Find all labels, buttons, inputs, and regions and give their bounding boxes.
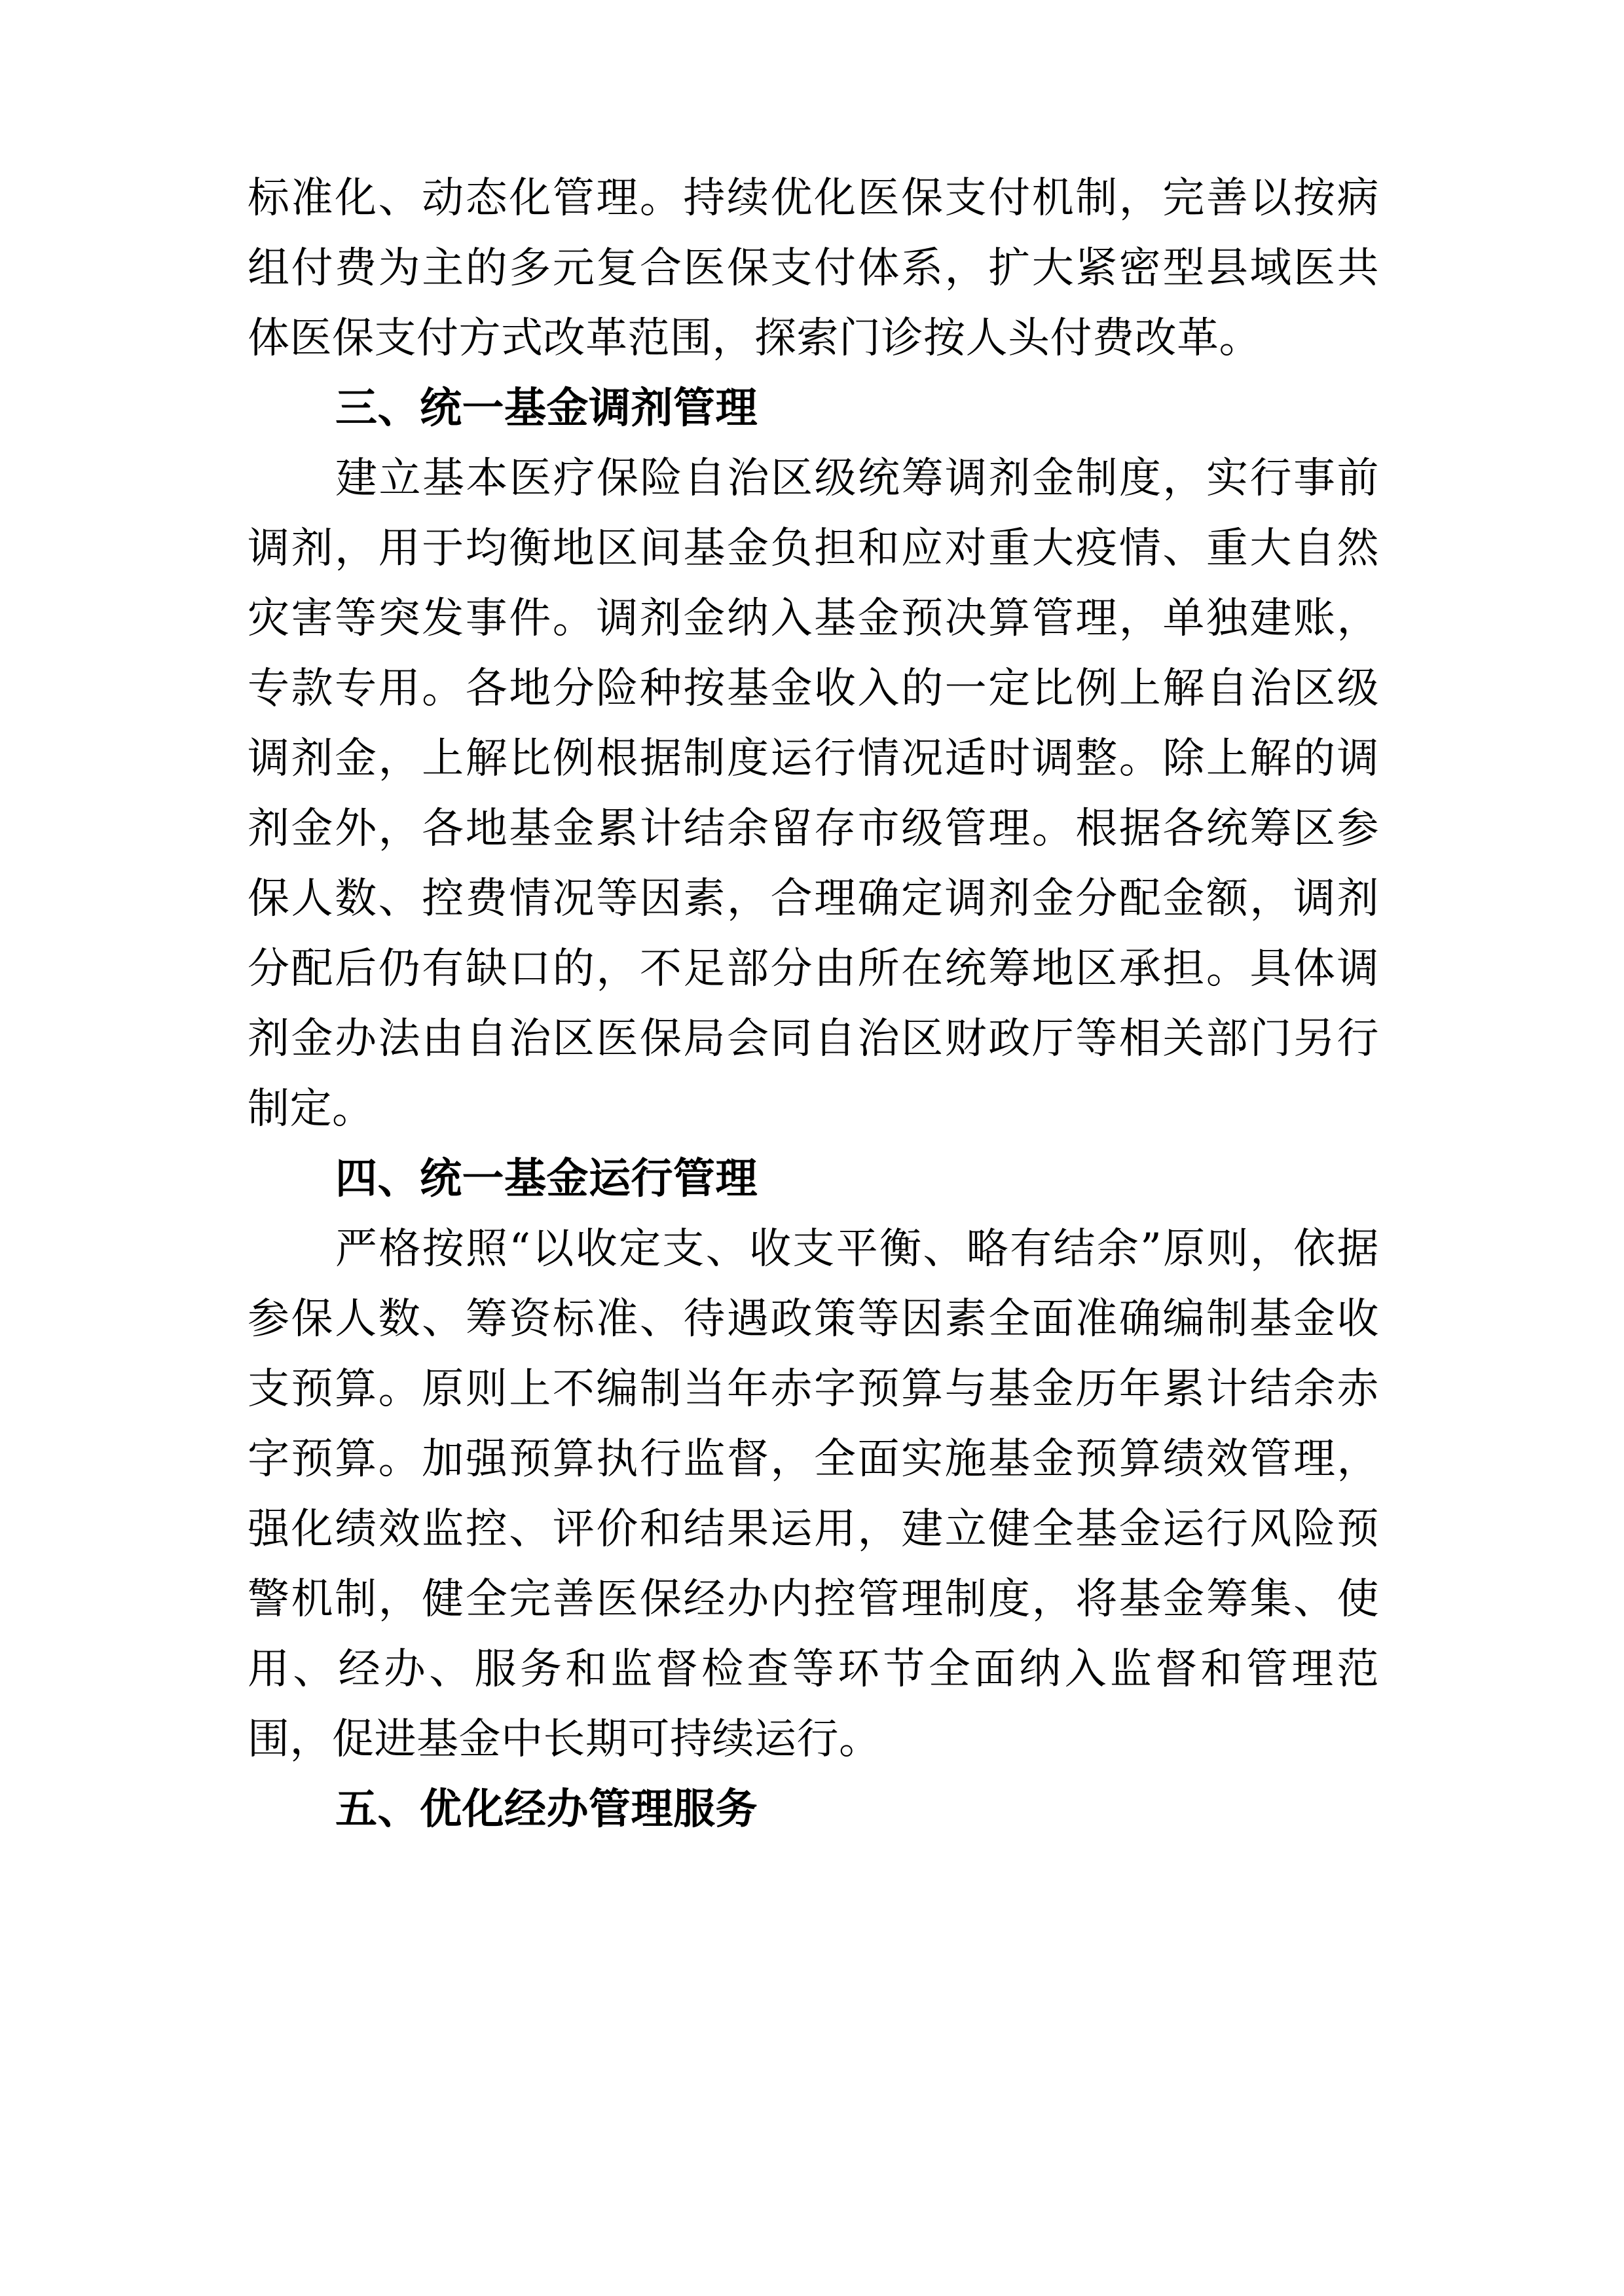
- heading-section-three: 三、统一基金调剂管理: [335, 384, 758, 433]
- paragraph-continuation-section-two: 标准化、动态化管理。持续优化医保支付机制，完善以按病组付费为主的多元复合医保支付体系，扩大紧密型县域医共体医保支付方式改革范围，探索门诊按人头付费改革。: [248, 174, 1379, 363]
- paragraph-section-four-body: 严格按照“以收定支、收支平衡、略有结余”原则，依据参保人数、筹资标准、待遇政策等因素全面准确编制基金收支预算。原则上不编制当年赤字预算与基金历年累计结余赤字预算。加强预算执行监督，全面实施基金预算绩效管理，强化绩效监控、评价和结果运用，建立健全基金运行风险预警机制，健全完善医保经办内控管理制度，将基金筹集、使用、经办、服务和监督检查等环节全面纳入监督和管理范围，促进基金中长期可持续运行。: [248, 1225, 1379, 1764]
- heading-section-four: 四、统一基金运行管理: [335, 1155, 758, 1203]
- paragraph-section-three-body: 建立基本医疗保险自治区级统筹调剂金制度，实行事前调剂，用于均衡地区间基金负担和应对重大疫情、重大自然灾害等突发事件。调剂金纳入基金预决算管理，单独建账，专款专用。各地分险种按基金收入的一定比例上解自治区级调剂金，上解比例根据制度运行情况适时调整。除上解的调剂金外，各地基金累计结余留存市级管理。根据各统筹区参保人数、控费情况等因素，合理确定调剂金分配金额，调剂分配后仍有缺口的，不足部分由所在统筹地区承担。具体调剂金办法由自治区医保局会同自治区财政厅等相关部门另行制定。: [248, 454, 1379, 1133]
- page-content: [248, 164, 1379, 1845]
- heading-section-five: 五、优化经办管理服务: [335, 1785, 758, 1834]
